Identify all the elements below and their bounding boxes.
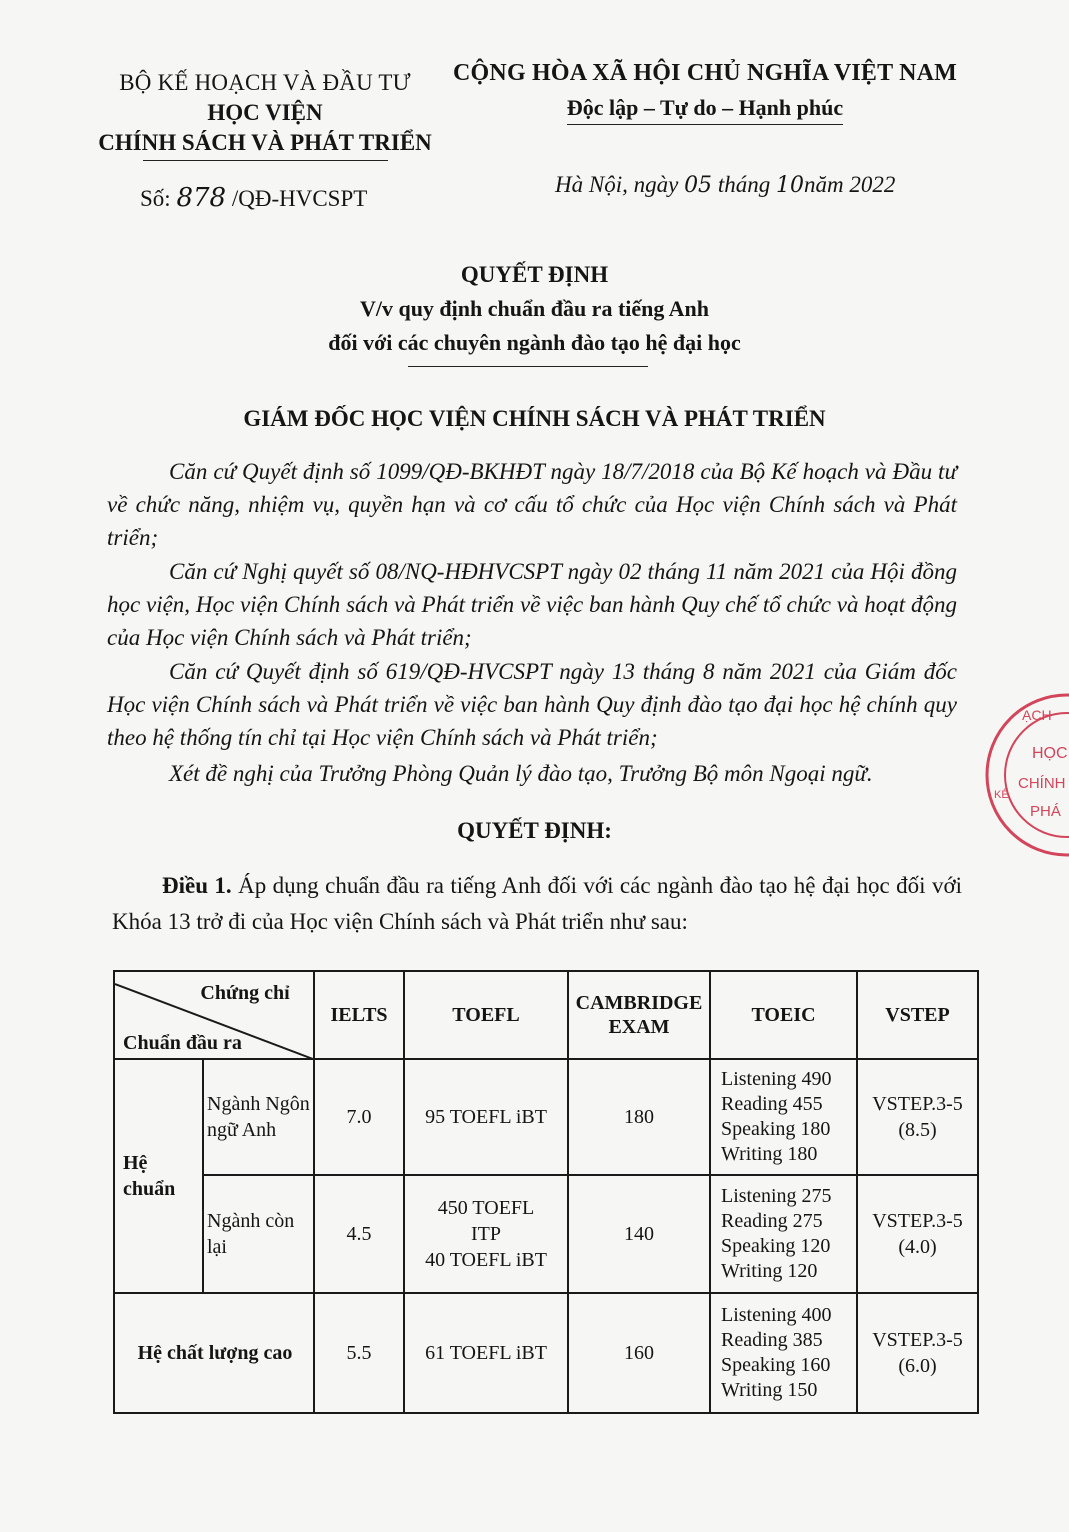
toeic-reading: Reading 275 bbox=[721, 1210, 823, 1232]
toefl-value: 61 TOEFL iBT bbox=[425, 1342, 547, 1364]
decision-heading: QUYẾT ĐỊNH: bbox=[457, 818, 612, 843]
article-1 bbox=[112, 868, 962, 940]
director-heading: GIÁM ĐỐC HỌC VIỆN CHÍNH SÁCH VÀ PHÁT TRIỂN bbox=[243, 406, 826, 431]
toeic-reading: Reading 385 bbox=[721, 1329, 823, 1351]
title-underline bbox=[408, 366, 648, 367]
ielts-value: 4.5 bbox=[346, 1223, 372, 1245]
toefl-value bbox=[405, 1176, 567, 1292]
title-line2: V/v quy định chuẩn đầu ra tiếng Anh bbox=[359, 296, 710, 321]
toeic-values bbox=[711, 1060, 856, 1174]
basis-paragraph bbox=[107, 555, 957, 654]
date-year: năm 2022 bbox=[803, 172, 896, 197]
ielts-value: 7.0 bbox=[346, 1106, 372, 1128]
stamp-text-side: KẾ bbox=[994, 789, 1009, 801]
vstep-value bbox=[858, 1176, 977, 1292]
header-toeic: TOEIC bbox=[751, 1004, 816, 1026]
vstep-level: VSTEP.3-5 bbox=[872, 1329, 963, 1351]
date-month-label: tháng bbox=[717, 172, 771, 197]
ministry-name: BỘ KẾ HOẠCH VÀ ĐẦU TƯ bbox=[119, 70, 411, 95]
program-english-language: Ngành Ngôn ngữ Anh bbox=[207, 1093, 310, 1141]
toefl-ibt-score: 40 TOEFL iBT bbox=[425, 1249, 547, 1271]
document-title bbox=[0, 262, 1069, 356]
grid-line bbox=[202, 1059, 204, 1293]
toefl-itp-label: ITP bbox=[471, 1223, 501, 1245]
article-1-text: Áp dụng chuẩn đầu ra tiếng Anh đối với các ngành đào tạo hệ đại học đối với Khóa 13 trở đi của Học viện Chính sách và Phát triển như sau: bbox=[112, 873, 962, 934]
date-prefix: Hà Nội, ngày bbox=[555, 172, 679, 197]
toeic-listening: Listening 400 bbox=[721, 1304, 832, 1326]
program-other: Ngành còn lại bbox=[207, 1210, 295, 1258]
date-line bbox=[555, 172, 895, 198]
cambridge-value: 140 bbox=[624, 1223, 654, 1245]
stamp-text-line2: CHÍNH bbox=[1018, 775, 1066, 792]
header-ielts: IELTS bbox=[330, 1004, 388, 1026]
republic-name: CỘNG HÒA XÃ HỘI CHỦ NGHĨA VIỆT NAM bbox=[453, 60, 957, 86]
doc-no-handwritten: 878 bbox=[176, 183, 227, 213]
corner-top-label: Chứng chỉ bbox=[200, 982, 290, 1004]
issuing-body bbox=[80, 70, 450, 161]
toeic-writing: Writing 180 bbox=[721, 1143, 818, 1165]
toeic-values bbox=[711, 1176, 856, 1292]
header-cambridge: CAMBRIDGE EXAM bbox=[575, 992, 703, 1038]
corner-bottom-label: Chuẩn đầu ra bbox=[123, 1032, 242, 1054]
basis-text: Xét đề nghị của Trưởng Phòng Quản lý đào tạo, Trưởng Bộ môn Ngoại ngữ. bbox=[169, 761, 873, 786]
english-standards-table bbox=[113, 970, 979, 1414]
header-vstep: VSTEP bbox=[885, 1004, 950, 1026]
document-number bbox=[140, 183, 367, 213]
title-line3: đối với các chuyên ngành đào tạo hệ đại học bbox=[328, 330, 741, 355]
ielts-value: 5.5 bbox=[346, 1342, 372, 1364]
title-line1: QUYẾT ĐỊNH bbox=[460, 262, 609, 287]
institute-name-line2: CHÍNH SÁCH VÀ PHÁT TRIỂN bbox=[98, 130, 432, 155]
toeic-listening: Listening 275 bbox=[721, 1185, 832, 1207]
vstep-score: (6.0) bbox=[898, 1355, 937, 1377]
header-toefl: TOEFL bbox=[452, 1004, 520, 1026]
national-header bbox=[445, 60, 965, 125]
cambridge-value: 180 bbox=[624, 1106, 654, 1128]
toeic-values bbox=[711, 1294, 856, 1412]
doc-no-prefix: Số: bbox=[140, 186, 171, 211]
doc-no-suffix: /QĐ-HVCSPT bbox=[231, 186, 368, 211]
toeic-writing: Writing 150 bbox=[721, 1379, 818, 1401]
vstep-score: (8.5) bbox=[898, 1119, 937, 1141]
group-standard-label: Hệ chuẩn bbox=[123, 1152, 176, 1200]
vstep-value bbox=[858, 1060, 977, 1174]
toefl-value: 95 TOEFL iBT bbox=[425, 1106, 547, 1128]
toeic-speaking: Speaking 160 bbox=[721, 1354, 831, 1376]
header-underline bbox=[143, 160, 388, 161]
article-1-label: Điều 1. bbox=[162, 873, 232, 898]
basis-text: Căn cứ Quyết định số 619/QĐ-HVCSPT ngày 13 tháng 8 năm 2021 của Giám đốc Học viện Chính sách và Phát triển về việc ban hành Quy định đào tạo đại học hệ chính quy theo hệ thống tín chỉ tại Học viện Chính sách và Phát triển; bbox=[107, 659, 957, 750]
national-motto: Độc lập – Tự do – Hạnh phúc bbox=[567, 95, 843, 125]
vstep-value bbox=[858, 1294, 977, 1412]
date-month: 10 bbox=[775, 173, 804, 198]
basis-paragraph bbox=[107, 455, 957, 554]
toefl-itp-score: 450 TOEFL bbox=[437, 1197, 535, 1219]
toeic-speaking: Speaking 180 bbox=[721, 1118, 831, 1140]
program-high-quality: Hệ chất lượng cao bbox=[137, 1342, 293, 1364]
vstep-level: VSTEP.3-5 bbox=[872, 1210, 963, 1232]
official-stamp bbox=[982, 690, 1069, 860]
cambridge-value: 160 bbox=[624, 1342, 654, 1364]
stamp-text-line1: HỌC bbox=[1032, 745, 1068, 762]
date-day: 05 bbox=[684, 173, 713, 198]
toeic-reading: Reading 455 bbox=[721, 1093, 823, 1115]
basis-paragraph bbox=[107, 757, 957, 790]
toeic-listening: Listening 490 bbox=[721, 1068, 832, 1090]
toeic-speaking: Speaking 120 bbox=[721, 1235, 831, 1257]
stamp-text-line3: PHÁ bbox=[1030, 803, 1061, 820]
institute-name-line1: HỌC VIỆN bbox=[207, 100, 323, 125]
stamp-text-top: ẠCH bbox=[1022, 707, 1052, 723]
vstep-level: VSTEP.3-5 bbox=[872, 1093, 963, 1115]
basis-text: Căn cứ Quyết định số 1099/QĐ-BKHĐT ngày 18/7/2018 của Bộ Kế hoạch và Đầu tư về chức năng, nhiệm vụ, quyền hạn và cơ cấu tổ chức của Học viện Chính sách và Phát triển; bbox=[107, 459, 957, 550]
vstep-score: (4.0) bbox=[898, 1236, 937, 1258]
basis-text: Căn cứ Nghị quyết số 08/NQ-HĐHVCSPT ngày 02 tháng 11 năm 2021 của Hội đồng học viện, Học viện Chính sách và Phát triển về việc ban hành Quy chế tổ chức và hoạt động của Học viện Chính sách và Phát triển; bbox=[107, 559, 957, 650]
toeic-writing: Writing 120 bbox=[721, 1260, 818, 1282]
basis-paragraph bbox=[107, 655, 957, 754]
